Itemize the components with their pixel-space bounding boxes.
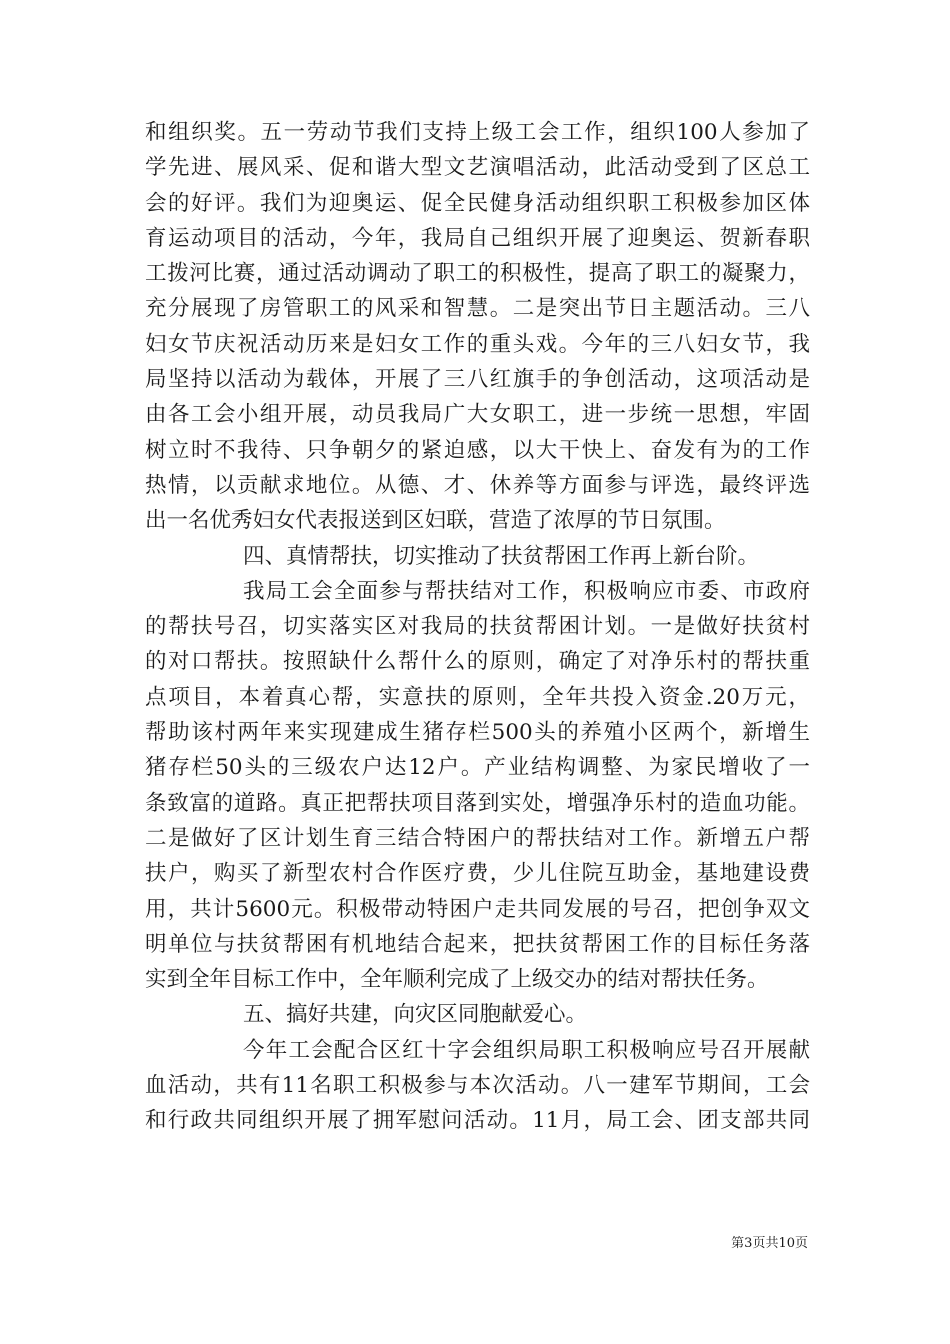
text-line: 出一名优秀妇女代表报送到区妇联，营造了浓厚的节日氛围。 (145, 508, 726, 534)
text-line: 局坚持以活动为载体，开展了三八红旗手的争创活动，这项活动是 (145, 367, 810, 393)
text-line: 充分展现了房管职工的风采和智慧。二是突出节日主题活动。三八 (145, 296, 810, 322)
text-line: 今年工会配合区红十字会组织局职工积极响应号召开展献 (243, 1037, 810, 1063)
text-line: 点项目，本着真心帮，实意扶的原则，全年共投入资金.20万元， (145, 684, 810, 710)
text-line: 树立时不我待、只争朝夕的紧迫感，以大干快上、奋发有为的工作 (145, 437, 810, 463)
text-line: 五、搞好共建，向灾区同胞献爱心。 (243, 1002, 588, 1028)
text-line: 妇女节庆祝活动历来是妇女工作的重头戏。今年的三八妇女节，我 (145, 331, 810, 357)
text-line: 血活动，共有11名职工积极参与本次活动。八一建军节期间，工会 (145, 1073, 810, 1099)
text-line: 条致富的道路。真正把帮扶项目落到实处，增强净乐村的造血功能。 (145, 790, 810, 816)
text-line: 扶户，购买了新型农村合作医疗费，少儿住院互助金，基地建设费 (145, 861, 810, 887)
text-line: 明单位与扶贫帮困有机地结合起来，把扶贫帮困工作的目标任务落 (145, 931, 810, 957)
text-line: 育运动项目的活动，今年，我局自己组织开展了迎奥运、贺新春职 (145, 225, 810, 251)
paragraph-continuation (145, 115, 810, 539)
text-line: 的对口帮扶。按照缺什么帮什么的原则，确定了对净乐村的帮扶重 (145, 649, 810, 675)
text-line: 和行政共同组织开展了拥军慰问活动。11月，局工会、团支部共同 (145, 1108, 810, 1134)
text-line: 猪存栏50头的三级农户达12户。产业结构调整、为家民增收了一 (145, 755, 810, 781)
text-line: 的帮扶号召，切实落实区对我局的扶贫帮困计划。一是做好扶贫村 (145, 614, 810, 640)
text-line: 我局工会全面参与帮扶结对工作，积极响应市委、市政府 (243, 578, 810, 604)
document-body (145, 115, 810, 1139)
page-number-footer: 第3页共10页 (731, 1236, 808, 1251)
text-line: 帮助该村两年来实现建成生猪存栏500头的养殖小区两个，新增生 (145, 720, 810, 746)
text-line: 工拨河比赛，通过活动调动了职工的积极性，提高了职工的凝聚力， (145, 261, 810, 287)
text-line: 四、真情帮扶，切实推动了扶贫帮困工作再上新台阶。 (243, 543, 760, 569)
text-line: 热情，以贡献求地位。从德、才、休养等方面参与评选，最终评选 (145, 472, 810, 498)
text-line: 实到全年目标工作中，全年顺利完成了上级交办的结对帮扶任务。 (145, 967, 769, 993)
paragraph-poverty-alleviation (145, 574, 810, 998)
text-line: 会的好评。我们为迎奥运、促全民健身活动组织职工积极参加区体 (145, 190, 810, 216)
text-line: 二是做好了区计划生育三结合特困户的帮扶结对工作。新增五户帮 (145, 825, 810, 851)
paragraph-blood-donation (145, 1033, 810, 1139)
text-line: 由各工会小组开展，动员我局广大女职工，进一步统一思想，牢固 (145, 402, 810, 428)
section-heading-four (145, 539, 810, 574)
text-line: 学先进、展风采、促和谐大型文艺演唱活动，此活动受到了区总工 (145, 155, 810, 181)
text-line: 用，共计5600元。积极带动特困户走共同发展的号召，把创争双文 (145, 896, 810, 922)
section-heading-five (145, 997, 810, 1032)
text-line: 和组织奖。五一劳动节我们支持上级工会工作，组织100人参加了 (145, 120, 810, 145)
